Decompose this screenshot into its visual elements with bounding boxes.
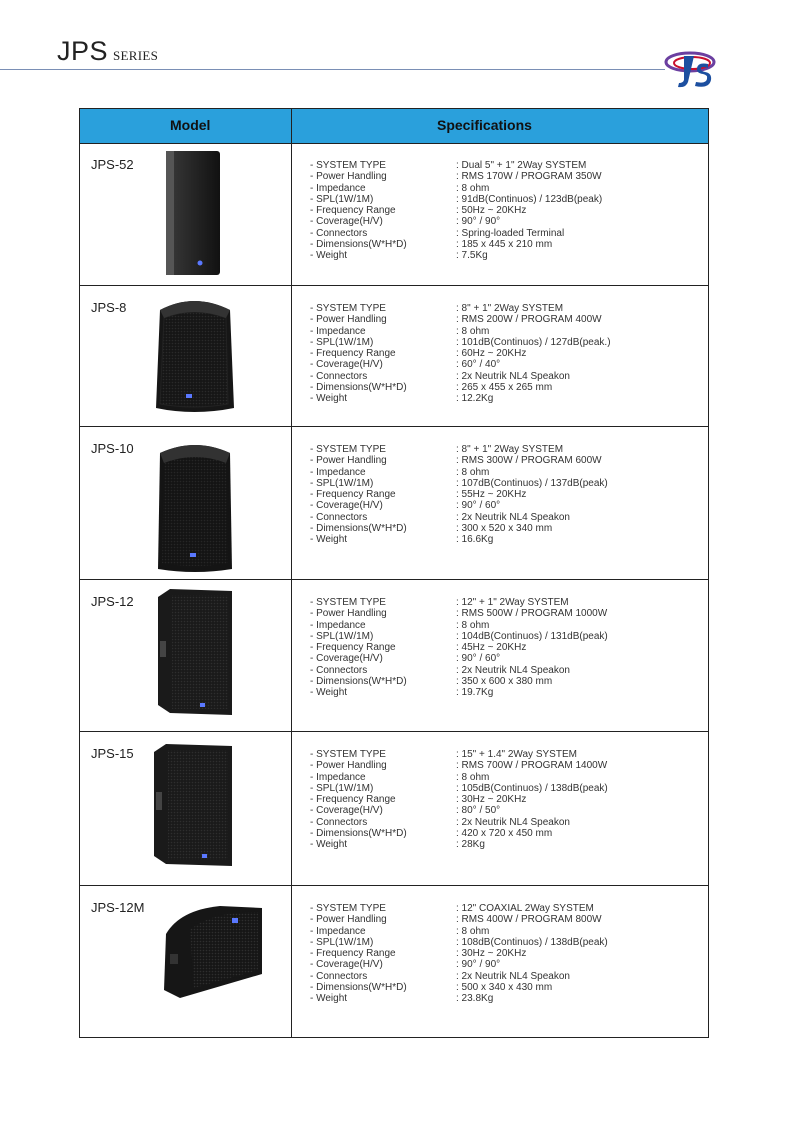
spec-value: : 90° / 90° xyxy=(456,216,501,228)
spec-key: - Coverage(H/V) xyxy=(310,359,383,371)
spec-key: - Power Handling xyxy=(310,171,387,183)
spec-value: : 107dB(Continuos) / 137dB(peak) xyxy=(456,477,608,489)
spec-value: : 2x Neutrik NL4 Speakon xyxy=(456,511,570,523)
table-row xyxy=(80,886,708,1037)
column-header-model: Model xyxy=(170,117,211,133)
spec-key: - Coverage(H/V) xyxy=(310,500,383,512)
spec-key: - Connectors xyxy=(310,227,368,239)
spec-value: : 8 ohm xyxy=(456,925,490,937)
spec-key: - SPL(1W/1M) xyxy=(310,336,374,348)
spec-value: : RMS 300W / PROGRAM 600W xyxy=(456,455,602,467)
speaker-image xyxy=(152,742,234,868)
spec-value: : 2x Neutrik NL4 Speakon xyxy=(456,664,570,676)
spec-value: : 420 x 720 x 450 mm xyxy=(456,828,553,840)
spec-value: : 8 ohm xyxy=(456,466,490,478)
spec-key: - SYSTEM TYPE xyxy=(310,160,386,171)
spec-value: : 8 ohm xyxy=(456,182,490,194)
spec-key: - Weight xyxy=(310,993,348,1005)
spec-value: : 60Hz ~ 20KHz xyxy=(456,348,527,360)
spec-key: - Frequency Range xyxy=(310,794,396,806)
spec-key: - Frequency Range xyxy=(310,489,396,501)
speaker-image xyxy=(150,294,238,416)
spec-value: : 15" + 1.4" 2Way SYSTEM xyxy=(456,749,577,760)
speaker-image xyxy=(164,149,222,277)
spec-key: - Power Handling xyxy=(310,914,387,926)
spec-value: : 12" + 1" 2Way SYSTEM xyxy=(456,597,569,608)
spec-key: - Connectors xyxy=(310,370,368,382)
spec-value: : 30Hz ~ 20KHz xyxy=(456,948,527,960)
model-name: JPS-10 xyxy=(91,441,134,456)
table-header xyxy=(80,109,708,144)
spec-value: : 2x Neutrik NL4 Speakon xyxy=(456,370,570,382)
series-main: JPS xyxy=(57,36,109,66)
spec-value: : 104dB(Continuos) / 131dB(peak) xyxy=(456,630,608,642)
spec-value: : 2x Neutrik NL4 Speakon xyxy=(456,970,570,982)
spec-value: : 300 x 520 x 340 mm xyxy=(456,523,553,535)
column-header-specifications: Specifications xyxy=(437,117,532,133)
spec-value: : Dual 5" + 1" 2Way SYSTEM xyxy=(456,160,587,171)
spec-key: - SYSTEM TYPE xyxy=(310,303,386,314)
spec-value: : 28Kg xyxy=(456,839,485,851)
spec-value: : 350 x 600 x 380 mm xyxy=(456,676,553,688)
spec-value: : 12" COAXIAL 2Way SYSTEM xyxy=(456,903,594,914)
spec-value: : 265 x 455 x 265 mm xyxy=(456,382,553,394)
spec-key: - Impedance xyxy=(310,925,366,937)
spec-key: - SYSTEM TYPE xyxy=(310,444,386,455)
spec-key: - Coverage(H/V) xyxy=(310,805,383,817)
spec-value: : 7.5Kg xyxy=(456,250,488,262)
spec-value: : 185 x 445 x 210 mm xyxy=(456,239,553,251)
spec-key: - Dimensions(W*H*D) xyxy=(310,239,407,251)
spec-key: - SYSTEM TYPE xyxy=(310,903,386,914)
spec-key: - Weight xyxy=(310,839,348,851)
speaker-image xyxy=(156,587,234,717)
spec-value: : RMS 700W / PROGRAM 1400W xyxy=(456,760,608,772)
spec-key: - Dimensions(W*H*D) xyxy=(310,523,407,535)
spec-key: - Connectors xyxy=(310,970,368,982)
spec-key: - Frequency Range xyxy=(310,348,396,360)
spec-value: : 19.7Kg xyxy=(456,687,494,699)
spec-value: : RMS 400W / PROGRAM 800W xyxy=(456,914,602,926)
spec-value: : 8 ohm xyxy=(456,771,490,783)
spec-key: - Coverage(H/V) xyxy=(310,653,383,665)
spec-key: - SYSTEM TYPE xyxy=(310,749,386,760)
speaker-image xyxy=(160,904,264,1000)
spec-key: - Connectors xyxy=(310,511,368,523)
spec-value: : 105dB(Continuos) / 138dB(peak) xyxy=(456,782,608,794)
spec-key: - Weight xyxy=(310,534,348,546)
spec-value: : 8" + 1" 2Way SYSTEM xyxy=(456,303,564,314)
spec-key: - Weight xyxy=(310,393,348,405)
spec-value: : 60° / 40° xyxy=(456,359,501,371)
spec-value: : 500 x 340 x 430 mm xyxy=(456,982,553,994)
spec-value: : 91dB(Continuos) / 123dB(peak) xyxy=(456,193,603,205)
spec-key: - Impedance xyxy=(310,466,366,478)
spec-value: : 108dB(Continuos) / 138dB(peak) xyxy=(456,936,608,948)
model-name: JPS-12M xyxy=(91,900,145,915)
series-sub: SERIES xyxy=(113,48,159,63)
spec-value: : 90° / 90° xyxy=(456,959,501,971)
spec-key: - Frequency Range xyxy=(310,948,396,960)
spec-key: - Dimensions(W*H*D) xyxy=(310,982,407,994)
spec-key: - SPL(1W/1M) xyxy=(310,477,374,489)
spec-value: : 8" + 1" 2Way SYSTEM xyxy=(456,444,564,455)
table-row xyxy=(80,286,708,427)
spec-key: - Weight xyxy=(310,687,348,699)
spec-value: : RMS 500W / PROGRAM 1000W xyxy=(456,608,608,620)
spec-key: - Impedance xyxy=(310,182,366,194)
column-divider xyxy=(291,109,292,1037)
spec-value: : 30Hz ~ 20KHz xyxy=(456,794,527,806)
spec-value: : RMS 170W / PROGRAM 350W xyxy=(456,171,602,183)
spec-key: - SYSTEM TYPE xyxy=(310,597,386,608)
spec-key: - Frequency Range xyxy=(310,642,396,654)
spec-value: : RMS 200W / PROGRAM 400W xyxy=(456,314,602,326)
spec-value: : 45Hz ~ 20KHz xyxy=(456,642,527,654)
js-logo-icon xyxy=(662,46,720,92)
spec-value: : 12.2Kg xyxy=(456,393,494,405)
table-row xyxy=(80,580,708,732)
spec-key: - Power Handling xyxy=(310,455,387,467)
spec-value: : 90° / 60° xyxy=(456,500,501,512)
spec-key: - SPL(1W/1M) xyxy=(310,193,374,205)
series-title xyxy=(57,36,158,67)
spec-value: : 50Hz ~ 20KHz xyxy=(456,205,527,217)
speaker-image xyxy=(152,435,238,575)
spec-key: - SPL(1W/1M) xyxy=(310,630,374,642)
spec-value: : 8 ohm xyxy=(456,325,490,337)
table-row xyxy=(80,427,708,580)
spec-key: - Dimensions(W*H*D) xyxy=(310,676,407,688)
spec-value: : 101dB(Continuos) / 127dB(peak.) xyxy=(456,336,611,348)
header-rule xyxy=(0,69,665,70)
spec-value: : 90° / 60° xyxy=(456,653,501,665)
page-header xyxy=(0,0,793,100)
spec-key: - Impedance xyxy=(310,771,366,783)
spec-key: - Dimensions(W*H*D) xyxy=(310,828,407,840)
spec-key: - Power Handling xyxy=(310,608,387,620)
spec-value: : 16.6Kg xyxy=(456,534,494,546)
spec-key: - Connectors xyxy=(310,816,368,828)
spec-table xyxy=(79,108,709,1038)
spec-key: - Coverage(H/V) xyxy=(310,216,383,228)
model-name: JPS-52 xyxy=(91,157,134,172)
spec-key: - Power Handling xyxy=(310,314,387,326)
spec-key: - Dimensions(W*H*D) xyxy=(310,382,407,394)
spec-key: - Coverage(H/V) xyxy=(310,959,383,971)
model-name: JPS-8 xyxy=(91,300,127,315)
spec-key: - Power Handling xyxy=(310,760,387,772)
spec-value: : Spring-loaded Terminal xyxy=(456,227,565,239)
spec-key: - Frequency Range xyxy=(310,205,396,217)
spec-value: : 55Hz ~ 20KHz xyxy=(456,489,527,501)
spec-key: - SPL(1W/1M) xyxy=(310,936,374,948)
table-row xyxy=(80,732,708,886)
model-name: JPS-15 xyxy=(91,746,134,761)
spec-value: : 80° / 50° xyxy=(456,805,501,817)
spec-value: : 8 ohm xyxy=(456,619,490,631)
spec-key: - Impedance xyxy=(310,619,366,631)
model-name: JPS-12 xyxy=(91,594,134,609)
spec-key: - Connectors xyxy=(310,664,368,676)
spec-value: : 2x Neutrik NL4 Speakon xyxy=(456,816,570,828)
spec-key: - Impedance xyxy=(310,325,366,337)
spec-key: - Weight xyxy=(310,250,348,262)
table-row xyxy=(80,143,708,286)
spec-value: : 23.8Kg xyxy=(456,993,494,1005)
spec-key: - SPL(1W/1M) xyxy=(310,782,374,794)
